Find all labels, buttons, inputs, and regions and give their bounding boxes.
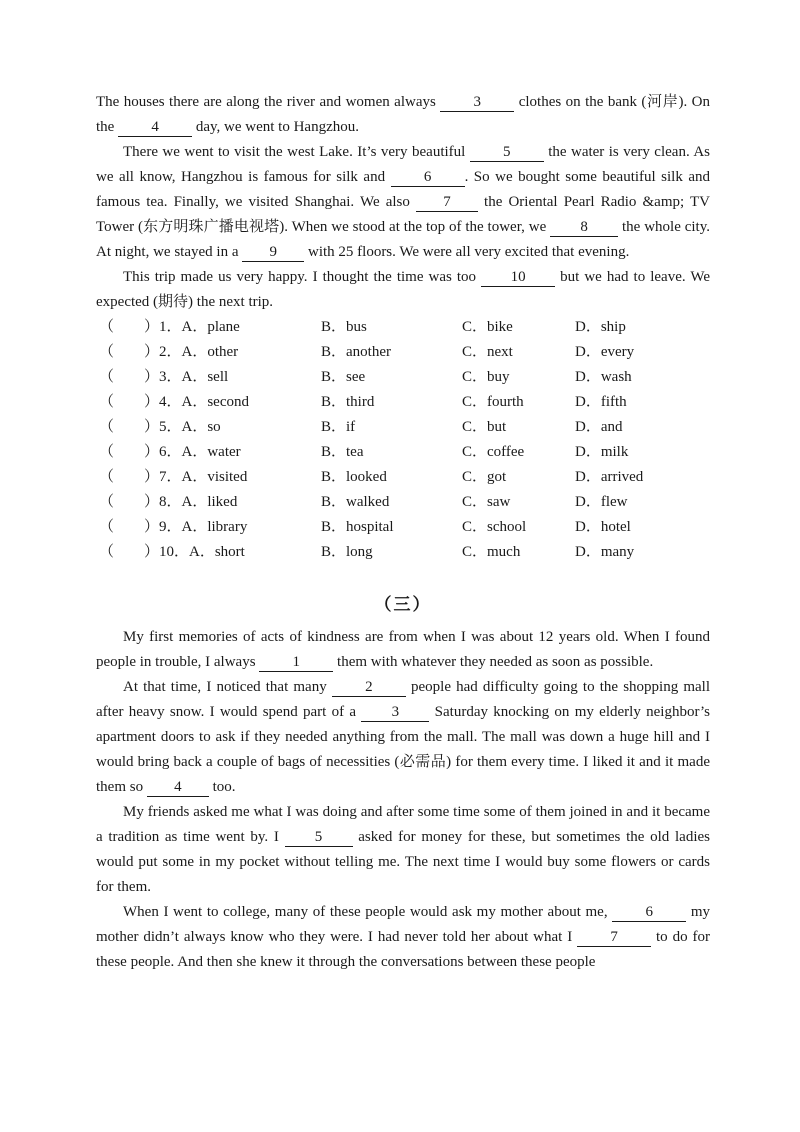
option-row: （ ）6．A．water B．tea C．coffee D．milk xyxy=(99,444,629,460)
option-row: （ ）7．A．visited B．looked C．got D．arrived xyxy=(99,469,644,485)
passage2-paragraph-3: This trip made us very happy. I thought the time was too 10 but we had to leave. We expected (期待) the next trip. xyxy=(96,269,710,310)
document-page xyxy=(96,90,710,975)
option-row: （ ）9．A．library B．hospital C．school D．hotel xyxy=(99,519,631,535)
options-list xyxy=(96,315,710,565)
blank-4: 4 xyxy=(118,119,192,137)
option-row: （ ）5．A．so B．if C．but D．and xyxy=(99,419,623,435)
passage2-paragraph-2: There we went to visit the west Lake. It’s very beautiful 5 the water is very clean. As we all know, Hangzhou is famous for silk and 6 . So we bought some beautiful silk and famous tea. Finally, we visited Shanghai. We also 7 the Oriental Pearl Radio &amp; TV Tower (东方明珠广播电视塔). When we stood at the top of the tower, we 8 the whole city. At night, we stayed in a 9 with 25 floors. We were all very excited that evening. xyxy=(96,144,710,260)
option-row: （ ）10．A．short B．long C．much D．many xyxy=(99,544,635,560)
blank-7: 7 xyxy=(577,929,651,947)
section3-paragraph-3: My friends asked me what I was doing and after some time some of them joined in and it became a tradition as time went by. I 5 asked for money for these, but sometimes the old ladies would put some in my pocket without telling me. The next time I would buy some flowers or cards for them. xyxy=(96,804,710,895)
blank-3: 3 xyxy=(440,94,514,112)
blank-1: 1 xyxy=(259,654,333,672)
section3-paragraph-4: When I went to college, many of these people would ask my mother about me, 6 my mother didn’t always know who they were. I had never told her about what I 7 to do for these people. And then she knew it through the conversations between these people xyxy=(96,904,710,970)
option-row: （ ）8．A．liked B．walked C．saw D．flew xyxy=(99,494,628,510)
option-row: （ ）3．A．sell B．see C．buy D．wash xyxy=(99,369,632,385)
section3-paragraph-1: My first memories of acts of kindness are from when I was about 12 years old. When I found people in trouble, I always 1 them with whatever they needed as soon as possible. xyxy=(96,629,710,670)
option-row: （ ）2．A．other B．another C．next D．every xyxy=(99,344,635,360)
section-title: （三） xyxy=(374,595,432,615)
blank-8: 8 xyxy=(550,219,618,237)
blank-4: 4 xyxy=(147,779,209,797)
option-row: （ ）1．A．plane B．bus C．bike D．ship xyxy=(99,319,626,335)
blank-5: 5 xyxy=(470,144,544,162)
blank-9: 9 xyxy=(242,244,304,262)
blank-2: 2 xyxy=(332,679,406,697)
blank-7: 7 xyxy=(416,194,478,212)
blank-5: 5 xyxy=(285,829,353,847)
option-row: （ ）4．A．second B．third C．fourth D．fifth xyxy=(99,394,627,410)
blank-10: 10 xyxy=(481,269,555,287)
section3-paragraph-2: At that time, I noticed that many 2 people had difficulty going to the shopping mall after heavy snow. I would spend part of a 3 Saturday knocking on my elderly neighbor’s apartment doors to ask if they needed anything from the mall. The mall was down a huge hill and I would bring back a couple of bags of necessities (必需品) for them every time. I liked it and it made them so 4 too. xyxy=(96,679,710,795)
blank-6: 6 xyxy=(391,169,465,187)
passage2-paragraph-1: The houses there are along the river and women always 3 clothes on the bank (河岸). On the 4 day, we went to Hangzhou. xyxy=(96,94,710,135)
blank-3: 3 xyxy=(361,704,429,722)
blank-6: 6 xyxy=(612,904,686,922)
